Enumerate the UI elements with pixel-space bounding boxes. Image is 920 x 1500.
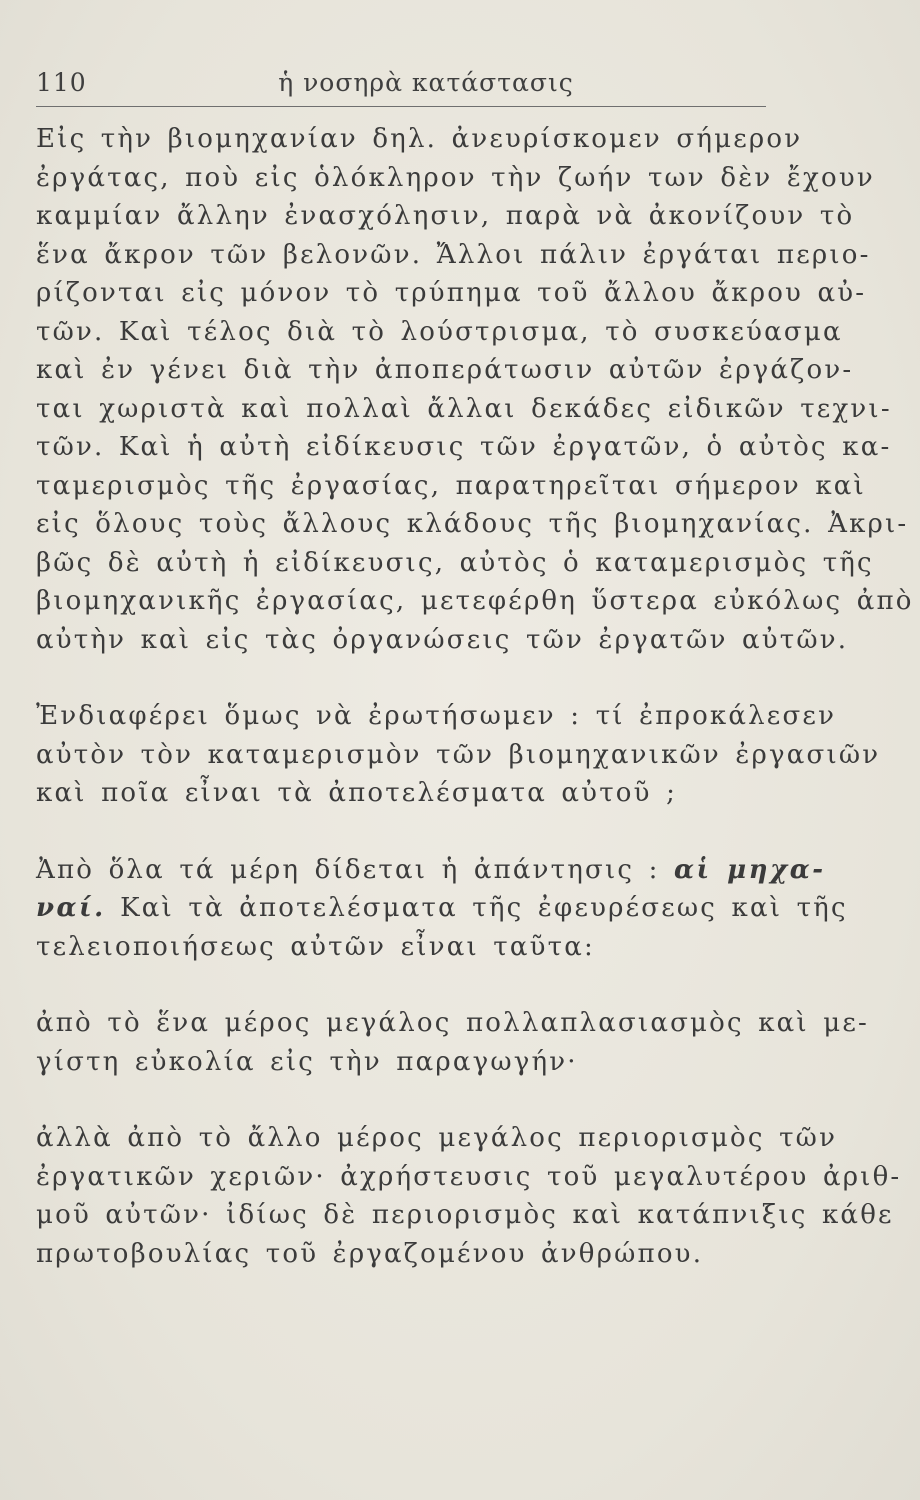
paragraph-3	[36, 851, 848, 967]
text-line: ἐργατικῶν χεριῶν· ἀχρήστευσις τοῦ μεγαλυτέρου ἀριθ-	[36, 1161, 902, 1192]
text-line: τῶν. Καὶ τέλος διὰ τὸ λούστρισμα, τὸ συσκεύασμα	[36, 316, 843, 347]
emphasized-text: ναί.	[36, 893, 106, 923]
text-line: Ἐνδιαφέρει ὅμως νὰ ἐρωτήσωμεν : τί ἐπροκάλεσεν	[36, 701, 837, 731]
text-run: Καὶ τὰ ἀποτελέσματα τῆς ἐφευρέσεως καὶ τῆς	[105, 893, 848, 923]
running-title: ἡ νοσηρὰ κατάστασις	[278, 68, 574, 97]
text-line: γίστη εὐκολία εἰς τὴν παραγωγήν·	[36, 1046, 578, 1077]
text-line: ἐργάτας, ποὺ εἰς ὁλόκληρον τὴν ζωήν των δὲν ἔχουν	[36, 162, 875, 193]
text-line: τῶν. Καὶ ἡ αὐτὴ εἰδίκευσις τῶν ἐργατῶν, ὁ αὐτὸς κα-	[36, 432, 892, 462]
text-line: καὶ ἐν γένει διὰ τὴν ἀποπεράτωσιν αὐτῶν ἐργάζον-	[36, 355, 854, 385]
page-number: 110	[36, 68, 87, 97]
paragraph-1	[36, 120, 914, 659]
body-text	[36, 120, 914, 1273]
paragraph-2	[36, 697, 881, 813]
text-line: ται χωριστὰ καὶ πολλαὶ ἄλλαι δεκάδες εἰδικῶν τεχνι-	[36, 393, 892, 424]
text-line: εἰς ὅλους τοὺς ἄλλους κλάδους τῆς βιομηχανίας. Ἀκρι-	[36, 509, 909, 539]
text-line: ἀπὸ τὸ ἕνα μέρος μεγάλος πολλαπλασιασμὸς καὶ με-	[36, 1008, 870, 1038]
text-line: βιομηχανικῆς ἐργασίας, μετεφέρθη ὕστερα εὐκόλως ἀπὸ	[36, 586, 914, 616]
emphasized-text: αἱ μηχα-	[674, 854, 826, 885]
text-line: τελειοποιήσεως αὐτῶν εἶναι ταῦτα:	[36, 931, 595, 962]
paragraph-5	[36, 1119, 902, 1273]
paragraph-4	[36, 1004, 870, 1081]
page-header	[36, 68, 766, 104]
text-line: ἀλλὰ ἀπὸ τὸ ἄλλο μέρος μεγάλος περιορισμὸς τῶν	[36, 1123, 838, 1153]
text-line: ἕνα ἄκρον τῶν βελονῶν. Ἄλλοι πάλιν ἐργάται περιο-	[36, 239, 871, 270]
text-run: Ἀπὸ ὅλα τά μέρη δίδεται ἡ ἀπάντησις :	[36, 854, 675, 885]
header-rule	[36, 106, 766, 107]
text-line: Εἰς τὴν βιομηχανίαν δηλ. ἀνευρίσκομεν σήμερον	[36, 124, 803, 154]
text-line: καμμίαν ἄλλην ἐνασχόλησιν, παρὰ νὰ ἀκονίζουν τὸ	[36, 201, 855, 231]
text-line: ταμερισμὸς τῆς ἐργασίας, παρατηρεῖται σήμερον καὶ	[36, 470, 866, 501]
text-line: βῶς δὲ αὐτὴ ἡ εἰδίκευσις, αὐτὸς ὁ καταμερισμὸς τῆς	[36, 547, 874, 578]
text-line: μοῦ αὐτῶν· ἰδίως δὲ περιορισμὸς καὶ κατάπνιξις κάθε	[36, 1200, 894, 1230]
text-line: αὐτὸν τὸν καταμερισμὸν τῶν βιομηχανικῶν ἐργασιῶν	[36, 739, 881, 770]
text-line: ρίζονται εἰς μόνον τὸ τρύπημα τοῦ ἄλλου ἄκρου αὐ-	[36, 278, 867, 308]
text-line: πρωτοβουλίας τοῦ ἐργαζομένου ἀνθρώπου.	[36, 1238, 704, 1269]
text-line: αὐτὴν καὶ εἰς τὰς ὀργανώσεις τῶν ἐργατῶν αὐτῶν.	[36, 624, 849, 655]
text-line	[36, 889, 848, 928]
text-line: καὶ ποῖα εἶναι τὰ ἀποτελέσματα αὐτοῦ ;	[36, 778, 678, 808]
text-line	[36, 851, 826, 890]
